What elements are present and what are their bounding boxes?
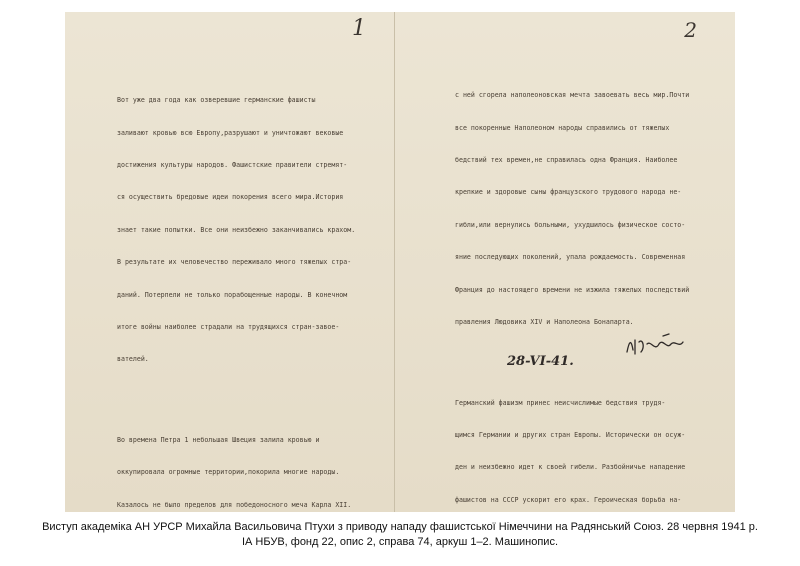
text-line: щимся Германии и других стран Европы. Исторически он осуж- [455,430,686,439]
text-line: ся осуществить бредовые идеи покорения всего мира.История [117,193,344,202]
right-page-number: 2 [684,18,697,42]
text-line: Вот уже два года как озверевшие германские фашисты [117,96,316,105]
paragraph [117,413,355,512]
text-line: с ней сгорела наполеоновская мечта завоевать весь мир.Почти [455,91,690,100]
caption-line-2: ІА НБУВ, фонд 22, опис 2, справа 74, аркуш 1–2. Машинопис. [241,536,559,548]
text-line: достижения культуры народов. Фашистские правители стремят- [117,160,348,169]
text-line: яние последующих поколений, упала рождаемость. Современная [455,253,686,262]
handwritten-date: 28-VI-41. [507,354,574,369]
text-line: гибли,или вернулись больными, ухудшилось физическое состо- [455,220,686,229]
text-line: Во времена Петра 1 небольшая Швеция залила кровью и [117,435,320,444]
text-line: оккупировала огромные территории,покорила многие народы. [117,468,340,477]
text-line: В результате их человечество переживало много тяжелых стра- [117,258,352,267]
right-page [395,12,735,512]
text-line: бедствий тех времен,не справилась одна Франция. Наиболее [455,155,678,164]
handwritten-signature [623,330,693,360]
text-line: заливают кровью всю Европу,разрушают и уничтожают вековые [117,128,344,137]
caption-line-1: Виступ академіка АН УРСР Михайла Васильовича Птухи з приводу нападу фашистської Німеччини на Радянський Союз. 28 червня 1941 р. [42,521,758,533]
paragraph [455,376,689,512]
text-line: ден и неизбежно идет к своей гибели. Разбойничье нападение [455,463,686,472]
document-spread [65,12,735,512]
text-line: Казалось не было пределов для победоносного меча Карла XII. [117,500,352,509]
text-line: вателей. [117,355,149,364]
left-page-number: 1 [352,16,366,41]
text-line: знает такие попытки. Все они неизбежно заканчивались крахом. [117,225,356,234]
text-line: итоге войны наиболее страдали на трудящихся стран-завое- [117,322,340,331]
text-line: все покоренные Наполеоном народы справились от тяжелых [455,123,670,132]
paragraph [455,69,689,350]
left-page-text [117,52,355,512]
text-line: правления Людовика XIV и Наполеона Бонапарта. [455,317,634,326]
text-line: даний. Потерпели не только порабощенные народы. В конечном [117,290,348,299]
right-page-text [455,47,689,512]
left-page [65,12,395,512]
paragraph [117,74,355,387]
text-line: крепкие и здоровые сыны французского трудового народа не- [455,188,682,197]
text-line: Германский фашизм принес неисчислимые бедствия трудя- [455,398,666,407]
caption [0,520,800,550]
text-line: Франция до настоящего времени не изжила тяжелых последствий [455,285,690,294]
text-line: фашистов на СССР ускорит его крах. Героическая борьба на- [455,495,682,504]
